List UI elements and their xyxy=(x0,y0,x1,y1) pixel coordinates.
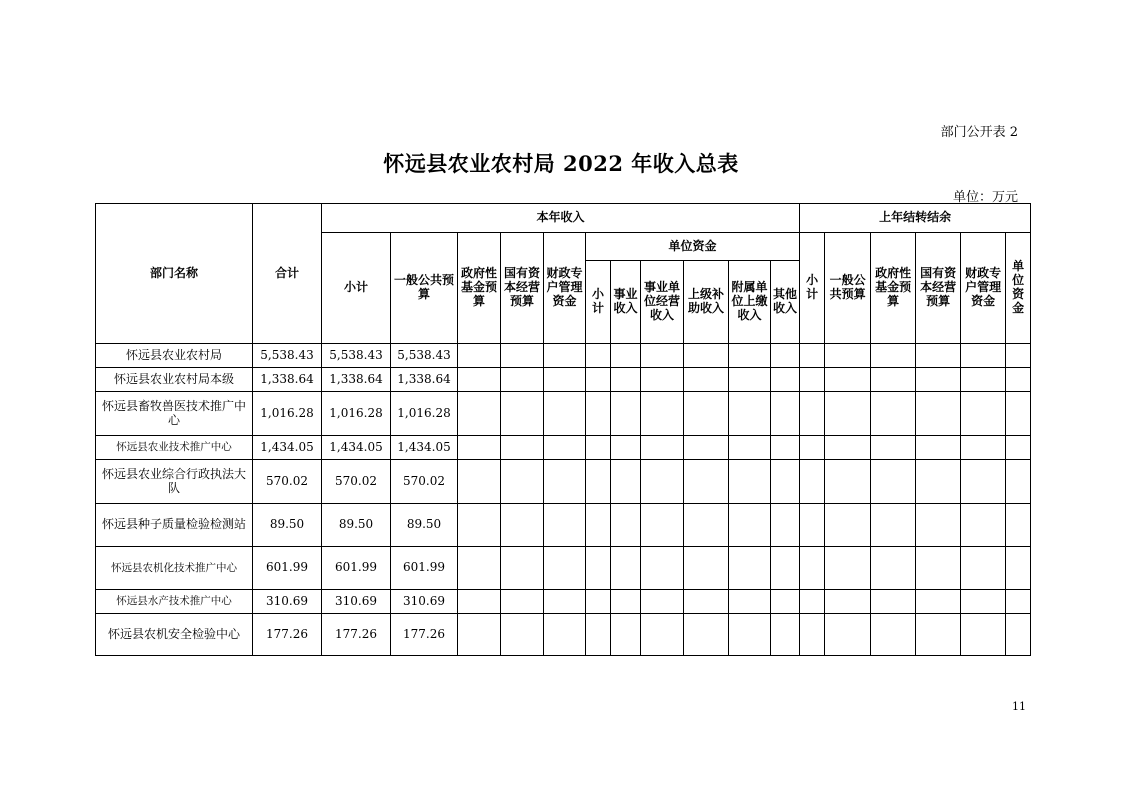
general-budget-cell: 1,434.05 xyxy=(391,436,458,460)
total-cell: 1,434.05 xyxy=(253,436,322,460)
dept-name-cell: 怀远县农业农村局本级 xyxy=(96,368,253,392)
header-subtotal: 小计 xyxy=(322,233,391,344)
total-cell: 177.26 xyxy=(253,614,322,656)
header-current-year: 本年收入 xyxy=(322,204,800,233)
table-row xyxy=(96,368,1031,392)
header-dept-name: 部门名称 xyxy=(96,204,253,344)
subtotal-cell: 177.26 xyxy=(322,614,391,656)
header-co-gov-fund: 政府性基金预算 xyxy=(871,233,916,344)
dept-name-cell: 怀远县农业农村局 xyxy=(96,344,253,368)
table-row xyxy=(96,547,1031,590)
header-co-unit-funds: 单位资金 xyxy=(1006,233,1031,344)
general-budget-cell: 5,538.43 xyxy=(391,344,458,368)
form-number: 部门公开表 2 xyxy=(940,125,1018,140)
dept-name-cell: 怀远县农机化技术推广中心 xyxy=(96,547,253,590)
dept-name-cell: 怀远县种子质量检验检测站 xyxy=(96,504,253,547)
subtotal-cell: 601.99 xyxy=(322,547,391,590)
header-co-general-budget: 一般公共预算 xyxy=(825,233,871,344)
header-co-state-capital: 国有资本经营预算 xyxy=(916,233,961,344)
general-budget-cell: 601.99 xyxy=(391,547,458,590)
page-number: 11 xyxy=(1012,700,1026,713)
header-affiliated-payment: 附属单位上缴收入 xyxy=(729,261,771,344)
header-fiscal-special: 财政专户管理资金 xyxy=(544,233,586,344)
dept-name-cell: 怀远县农机安全检验中心 xyxy=(96,614,253,656)
header-superior-subsidy: 上级补助收入 xyxy=(684,261,729,344)
table-row xyxy=(96,614,1031,656)
total-cell: 570.02 xyxy=(253,460,322,504)
header-carryover: 上年结转结余 xyxy=(800,204,1031,233)
header-total: 合计 xyxy=(253,204,322,344)
subtotal-cell: 310.69 xyxy=(322,590,391,614)
dept-name-cell: 怀远县畜牧兽医技术推广中心 xyxy=(96,392,253,436)
total-cell: 601.99 xyxy=(253,547,322,590)
table-row xyxy=(96,344,1031,368)
subtotal-cell: 1,338.64 xyxy=(322,368,391,392)
dept-name-cell: 怀远县农业技术推广中心 xyxy=(96,436,253,460)
total-cell: 1,338.64 xyxy=(253,368,322,392)
table-row xyxy=(96,460,1031,504)
dept-name-cell: 怀远县水产技术推广中心 xyxy=(96,590,253,614)
total-cell: 5,538.43 xyxy=(253,344,322,368)
header-co-fiscal-special: 财政专户管理资金 xyxy=(961,233,1006,344)
table-row xyxy=(96,504,1031,547)
total-cell: 1,016.28 xyxy=(253,392,322,436)
dept-name-cell: 怀远县农业综合行政执法大队 xyxy=(96,460,253,504)
subtotal-cell: 1,434.05 xyxy=(322,436,391,460)
header-unit-subtotal: 小计 xyxy=(586,261,611,344)
general-budget-cell: 1,338.64 xyxy=(391,368,458,392)
header-co-subtotal: 小计 xyxy=(800,233,825,344)
table-row xyxy=(96,392,1031,436)
total-cell: 310.69 xyxy=(253,590,322,614)
page-title: 怀远县农业农村局 2022 年收入总表 xyxy=(383,151,739,176)
general-budget-cell: 177.26 xyxy=(391,614,458,656)
header-business-income: 事业收入 xyxy=(611,261,641,344)
total-cell: 89.50 xyxy=(253,504,322,547)
subtotal-cell: 570.02 xyxy=(322,460,391,504)
unit-label: 单位：万元 xyxy=(952,190,1018,205)
table-row xyxy=(96,436,1031,460)
subtotal-cell: 1,016.28 xyxy=(322,392,391,436)
income-summary-table xyxy=(95,203,1031,656)
general-budget-cell: 310.69 xyxy=(391,590,458,614)
table-row xyxy=(96,590,1031,614)
header-other-income: 其他收入 xyxy=(771,261,800,344)
header-state-capital: 国有资本经营预算 xyxy=(501,233,544,344)
header-general-budget: 一般公共预算 xyxy=(391,233,458,344)
subtotal-cell: 5,538.43 xyxy=(322,344,391,368)
subtotal-cell: 89.50 xyxy=(322,504,391,547)
general-budget-cell: 1,016.28 xyxy=(391,392,458,436)
header-gov-fund: 政府性基金预算 xyxy=(458,233,501,344)
header-unit-funds: 单位资金 xyxy=(586,233,800,261)
general-budget-cell: 570.02 xyxy=(391,460,458,504)
general-budget-cell: 89.50 xyxy=(391,504,458,547)
header-business-operating: 事业单位经营收入 xyxy=(641,261,684,344)
